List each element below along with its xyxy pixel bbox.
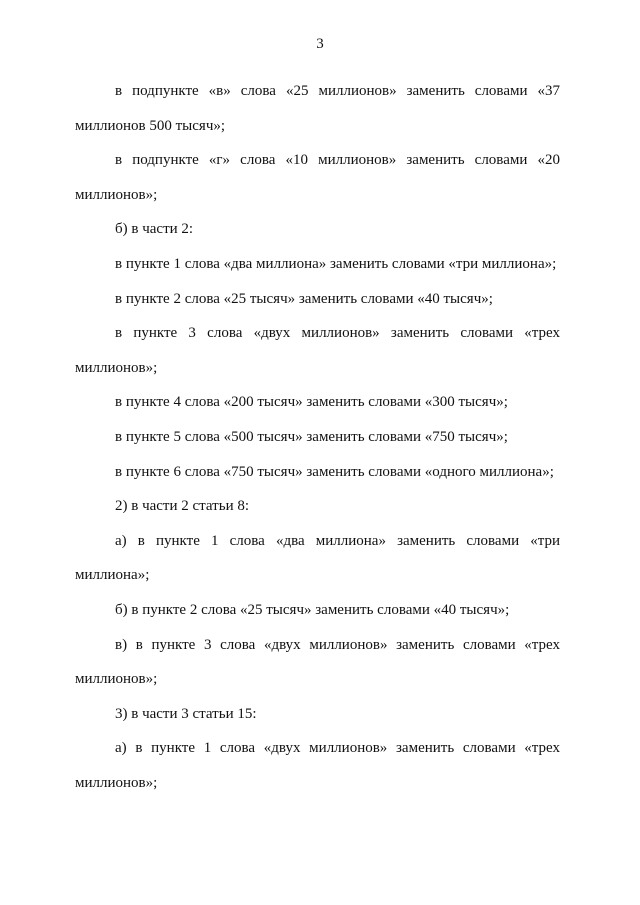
paragraph: 2) в части 2 статьи 8: <box>115 498 250 515</box>
document-body <box>75 74 560 800</box>
paragraph: в пункте 3 слова «двух миллионов» заменить словами «трех миллионов»; <box>75 325 560 376</box>
paragraph: 3) в части 3 статьи 15: <box>115 705 257 722</box>
paragraph: б) в части 2: <box>115 221 194 238</box>
paragraph: а) в пункте 1 слова «два миллиона» заменить словами «три миллиона»; <box>75 532 560 584</box>
paragraph: в) в пункте 3 слова «двух миллионов» заменить словами «трех миллионов»; <box>75 636 560 688</box>
paragraph: в пункте 5 слова «500 тысяч» заменить словами «750 тысяч»; <box>115 428 508 445</box>
paragraph: в пункте 2 слова «25 тысяч» заменить словами «40 тысяч»; <box>115 290 493 307</box>
paragraph: в подпункте «г» слова «10 миллионов» заменить словами «20 миллионов»; <box>75 152 560 203</box>
paragraph: в пункте 4 слова «200 тысяч» заменить словами «300 тысяч»; <box>115 394 508 411</box>
paragraph: б) в пункте 2 слова «25 тысяч» заменить словами «40 тысяч»; <box>115 601 510 618</box>
paragraph: в пункте 6 слова «750 тысяч» заменить словами «одного миллиона»; <box>115 463 554 480</box>
paragraph: в подпункте «в» слова «25 миллионов» заменить словами «37 миллионов 500 тысяч»; <box>75 83 560 134</box>
paragraph: а) в пункте 1 слова «двух миллионов» заменить словами «трех миллионов»; <box>75 740 560 791</box>
page-number: 3 <box>316 36 324 52</box>
paragraph: в пункте 1 слова «два миллиона» заменить словами «три миллиона»; <box>115 255 557 272</box>
